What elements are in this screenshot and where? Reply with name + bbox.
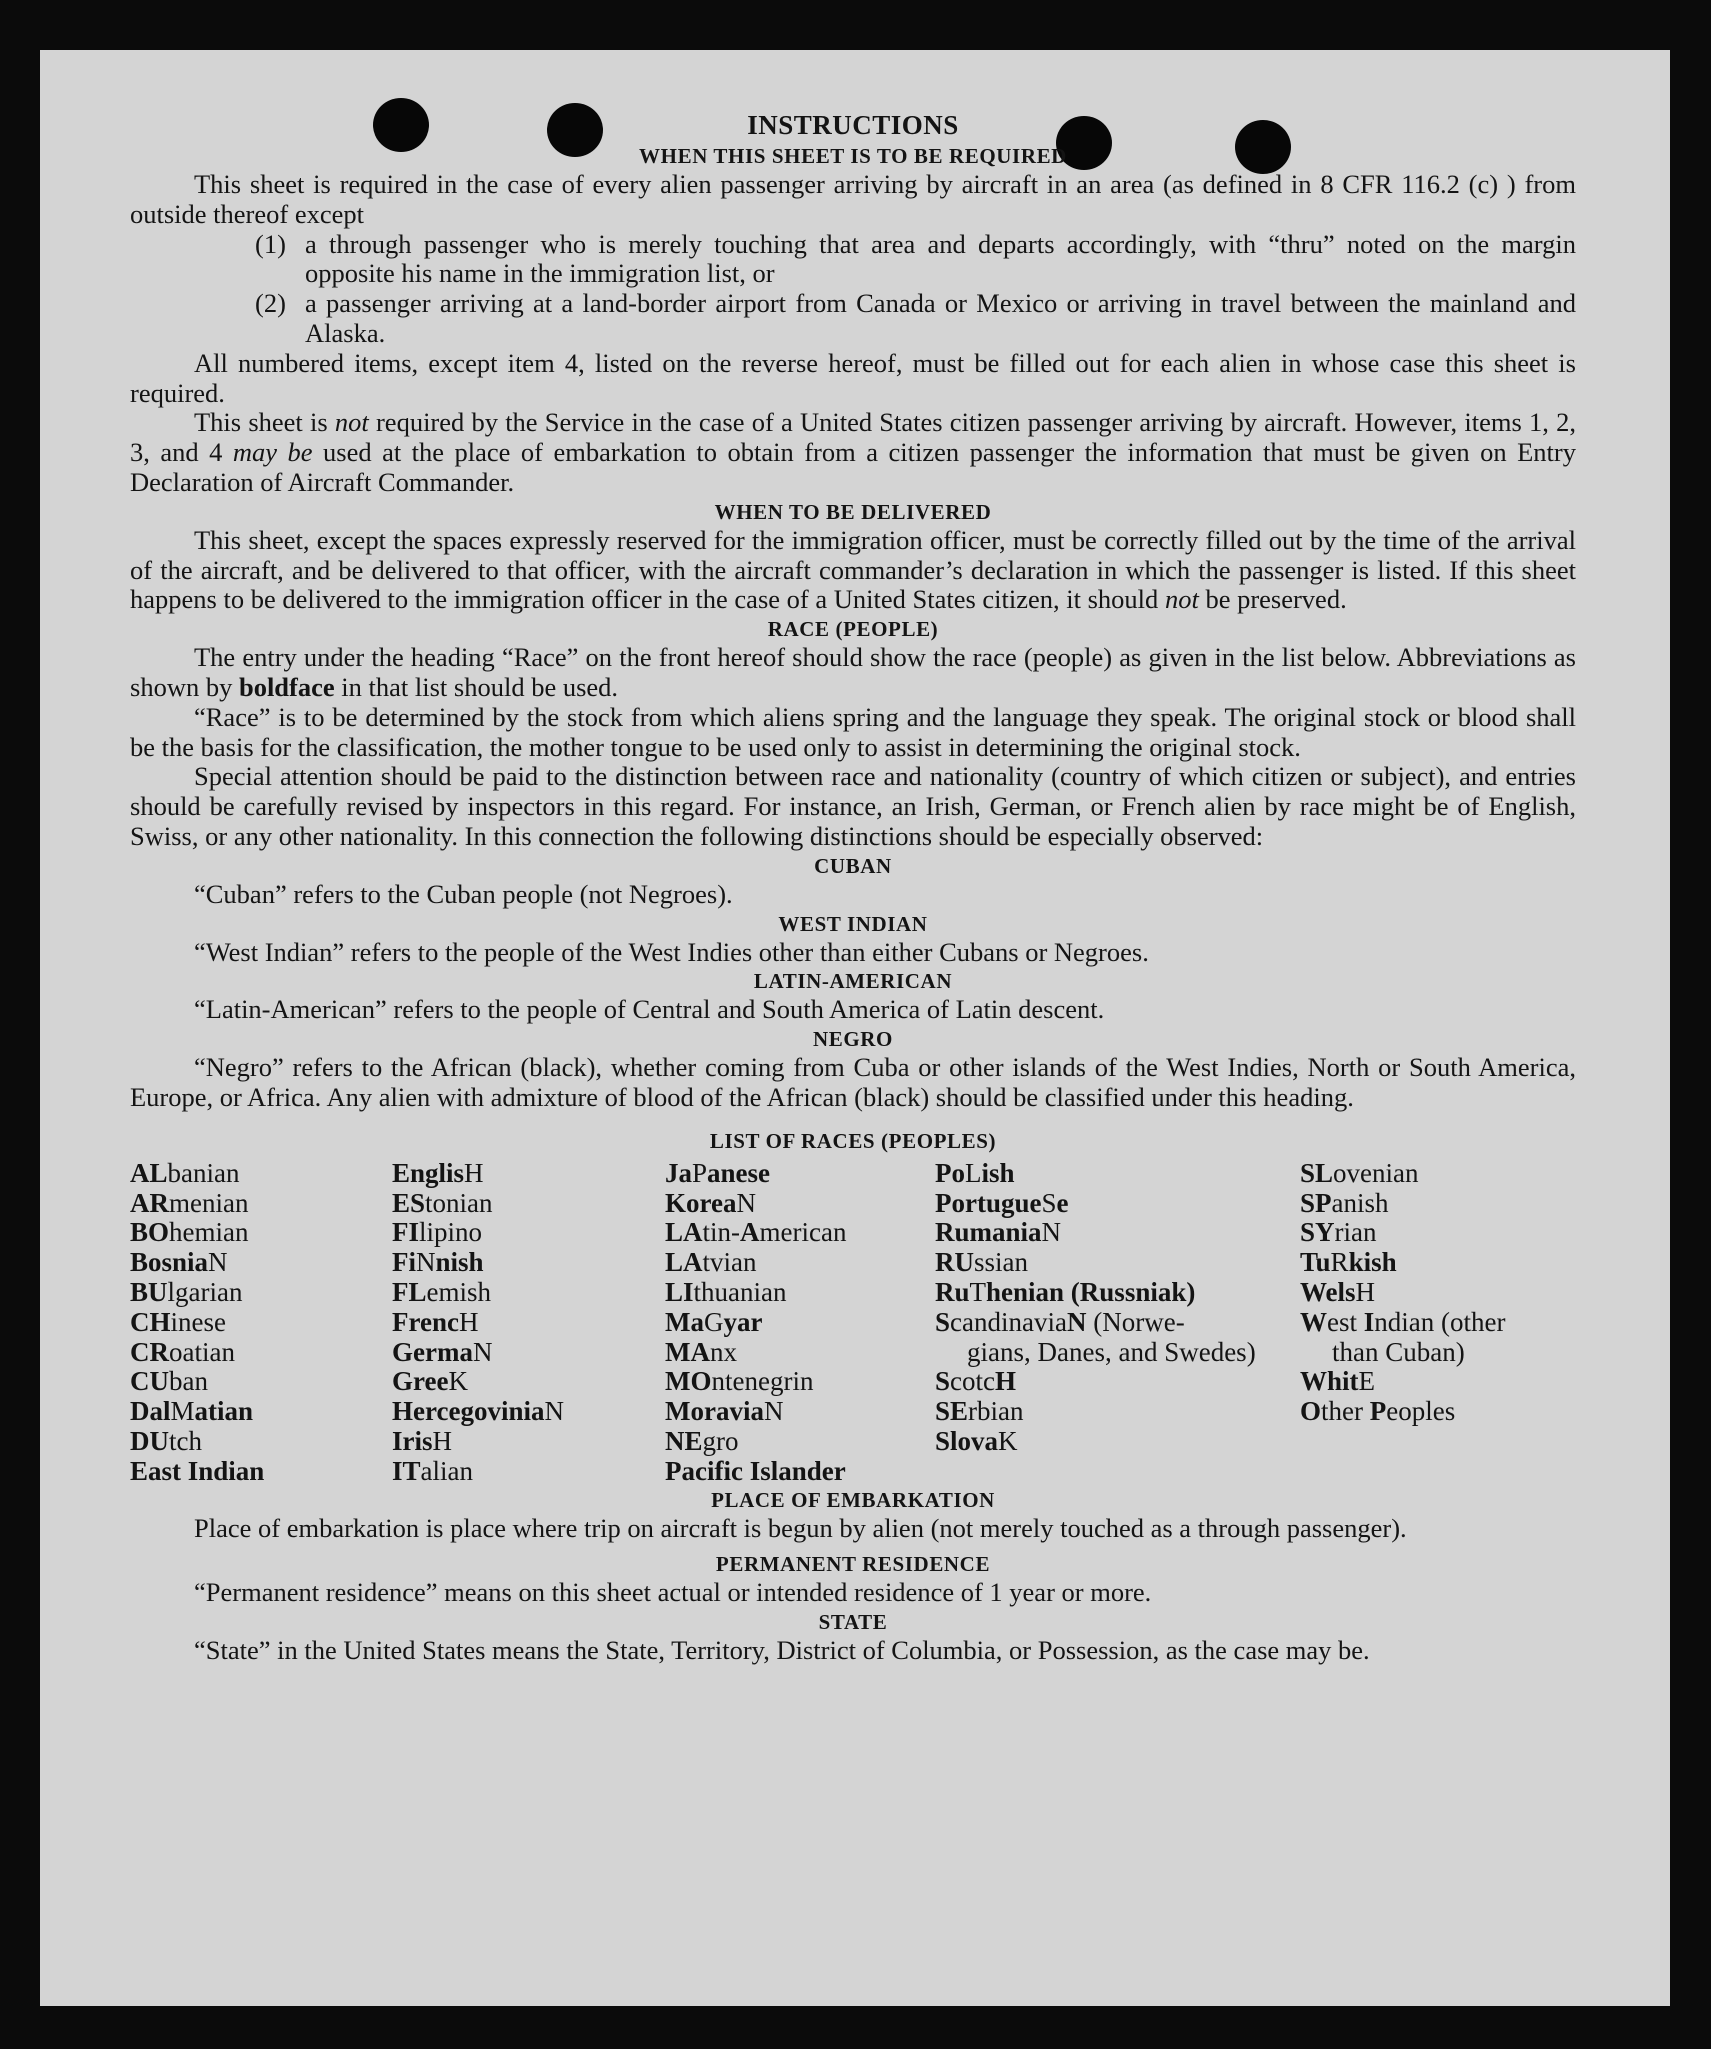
race-abbreviation: Po [935,1157,965,1188]
race-entry [665,1338,935,1368]
race-entry [130,1278,392,1308]
race-abbreviation: CU [130,1366,169,1397]
heading-list-of-races: LIST OF RACES (PEOPLES) [709,1128,997,1153]
race-abbreviation: e [1056,1187,1069,1218]
heading-embarkation: PLACE OF EMBARKATION [711,1488,995,1513]
race-entry [130,1159,392,1189]
race-text: tonian [425,1187,493,1218]
race-abbreviation: Slova [935,1425,999,1456]
race-abbreviation: BU [130,1276,168,1307]
race-text: G [703,1306,724,1337]
race-abbreviation: Fi [392,1247,416,1278]
race-entry [935,1189,1300,1219]
bold-text: boldface [238,671,335,702]
race-entry [1300,1278,1576,1308]
race-entry [665,1427,935,1457]
exception-item [255,289,1576,349]
race-abbreviation: Pacific Islander [665,1455,846,1486]
race-entry [1300,1189,1576,1219]
definition-negro: “Negro” refers to the African (black), whether coming from Cuba or other islands of the West Indies, North or South America, Europe, or Africa. Any alien with admixture of blood of the African (black) should be classified under this heading. [130,1052,1576,1112]
race-entry [665,1159,935,1189]
race-abbreviation: kish [1348,1247,1397,1278]
race-text: N [544,1396,564,1427]
race-text: N [208,1247,228,1278]
race-text: candinavia [950,1306,1067,1337]
race-text: M [170,1396,195,1427]
race-entry [935,1278,1300,1308]
race-abbreviation: NE [665,1425,703,1456]
race-entry [130,1189,392,1219]
race-abbreviation: Portugue [935,1187,1042,1218]
race-entry [935,1427,1300,1457]
races-list [130,1159,1576,1487]
race-abbreviation: Wels [1300,1276,1356,1307]
race-abbreviation: LA [665,1247,703,1278]
race-abbreviation: Rumania [935,1217,1042,1248]
race-abbreviation: S [935,1306,951,1337]
race-text: emish [426,1276,492,1307]
heading-when-required: WHEN THIS SHEET IS TO BE REQUIRED [639,144,1067,168]
race-text: anish [1331,1187,1389,1218]
race-entry [665,1367,935,1397]
race-abbreviation: SP [1300,1187,1332,1218]
race-abbreviation: ish [981,1157,1015,1188]
race-abbreviation: O [1300,1396,1322,1427]
paragraph-race-entry [130,643,1576,703]
race-entry [392,1218,665,1248]
race-entry [1300,1248,1576,1278]
italic-text: not [1164,584,1199,615]
race-text: N [1041,1217,1062,1248]
heading-west-indian: WEST INDIAN [778,911,928,936]
race-text: S [1041,1187,1057,1218]
race-abbreviation: ES [392,1187,426,1218]
race-entry [392,1367,665,1397]
race-abbreviation: W [1300,1306,1327,1337]
race-text: N [416,1247,436,1278]
race-entry [392,1457,665,1487]
text: required by the Service in the case of a United States citizen passenger arriving by aircraft. However, items 1, 2, 3, and 4 [130,407,1576,468]
race-text: cotc [950,1366,996,1397]
race-text: banian [167,1157,240,1188]
race-abbreviation: LI [665,1276,694,1307]
paragraph-numbered-items: All numbered items, except item 4, listed on the reverse hereof, must be filled out for each alien in whose case this sheet is required. [130,347,1576,408]
race-text: menian [169,1187,249,1218]
race-text: (Norwe- [1086,1306,1185,1337]
race-entry [1300,1397,1576,1427]
race-text: tin- [702,1217,741,1248]
race-abbreviation: P [1369,1396,1387,1427]
race-entry [130,1427,392,1457]
text: in that list should be used. [334,671,619,702]
race-abbreviation: Ja [665,1157,692,1188]
race-entry [1300,1159,1576,1189]
race-text: L [965,1157,982,1188]
races-column [1300,1159,1576,1487]
text: used at the place of embarkation to obtain from a citizen passenger the information that must be given on Entry Declaration of Aircraft Commander. [130,437,1576,497]
race-text: rbian [968,1396,1024,1427]
race-abbreviation: FL [392,1276,427,1307]
race-text: K [448,1366,468,1397]
race-abbreviation: Bosnia [130,1247,209,1278]
race-entry [665,1308,935,1338]
race-abbreviation: nish [435,1247,484,1278]
race-abbreviation: anese [707,1157,771,1188]
race-entry [935,1367,1300,1397]
race-entry [1300,1218,1576,1248]
race-entry [935,1248,1300,1278]
definition-state: “State” in the United States means the State, Territory, District of Columbia, or Possession, as the case may be. [194,1635,1370,1666]
race-entry [1300,1308,1576,1368]
text: be preserved. [1198,584,1347,615]
races-column [665,1159,935,1487]
race-abbreviation: LA [665,1217,703,1248]
italic-text: not [334,407,369,438]
race-text: H [464,1157,484,1188]
race-abbreviation: RU [935,1247,974,1278]
race-abbreviation: Whit [1300,1366,1359,1397]
paragraph-delivery [130,526,1576,615]
race-entry [665,1457,935,1487]
race-text: N [472,1336,493,1367]
race-abbreviation: AR [130,1187,169,1218]
race-entry [392,1338,665,1368]
race-entry [935,1159,1300,1189]
race-abbreviation: CR [130,1336,169,1367]
definition-cuban: “Cuban” refers to the Cuban people (not Negroes). [194,878,733,909]
race-abbreviation: Iris [392,1425,433,1456]
race-text: ban [169,1366,208,1397]
race-text: hemian [169,1217,249,1248]
race-abbreviation: Tu [1300,1247,1331,1278]
race-abbreviation: henian (Russniak) [986,1276,1196,1307]
race-abbreviation: Moravia [665,1396,764,1427]
race-abbreviation: I [1363,1306,1375,1337]
heading-race: RACE (PEOPLE) [767,617,939,642]
race-text: nx [709,1336,737,1367]
text: This sheet is [194,407,335,438]
race-text: ther [1321,1396,1370,1427]
race-text: K [998,1425,1018,1456]
race-text: R [1330,1247,1349,1278]
race-abbreviation: DU [130,1425,169,1456]
heading-state: STATE [818,1610,888,1635]
race-text: H [458,1306,479,1337]
races-column [392,1159,665,1487]
race-text: oatian [169,1336,235,1367]
race-entry [392,1308,665,1338]
race-entry [392,1427,665,1457]
text: The entry under the heading “Race” on the front hereof should show the race (people) as given in the list below. Abbreviations as shown by [130,642,1576,702]
race-entry [1300,1367,1576,1397]
race-abbreviation: SY [1300,1217,1335,1248]
race-text: thuanian [693,1276,787,1307]
race-abbreviation: yar [723,1306,763,1337]
race-abbreviation: MO [665,1366,712,1397]
race-entry [130,1248,392,1278]
race-entry [665,1397,935,1427]
paragraph-race-definition: “Race” is to be determined by the stock from which aliens spring and the language they speak. The original stock or blood shall be the basis for the classification, the mother tongue to be used only to assist in determining the original stock. [130,701,1576,762]
paragraph-intro: This sheet is required in the case of every alien passenger arriving by aircraft in an area (as defined in 8 CFR 116.2 (c) ) from outside thereof except [130,169,1576,229]
definition-latin-american: “Latin-American” refers to the people of Central and South America of Latin descent. [194,994,1105,1025]
heading-when-delivered: WHEN TO BE DELIVERED [714,499,992,524]
race-text: merican [759,1217,847,1248]
race-text: tvian [702,1247,757,1278]
race-entry [665,1218,935,1248]
race-entry [665,1278,935,1308]
race-text: tch [169,1425,202,1456]
race-text: gro [702,1425,739,1456]
item-number: (1) [255,228,286,259]
race-entry [130,1218,392,1248]
race-text: H [432,1425,452,1456]
race-text: lgarian [167,1276,243,1307]
paragraph-race-nationality: Special attention should be paid to the distinction between race and nationality (country of which citizen or subject), and entries should be carefully revised by inspectors in this regard. For instance, an Irish, German, or French alien by race might be of English, Swiss, or any other nationality. In this connection the following distinctions should be especially observed: [130,761,1576,851]
item-text: a passenger arriving at a land-border airport from Canada or Mexico or arriving in travel between the mainland and Alaska. [305,288,1576,348]
text: This sheet, except the spaces expressly reserved for the immigration officer, must be correctly filled out by the time of the arrival of the aircraft, and be delivered to that officer, with the aircraft commander’s declaration in which the passenger is listed. If this sheet happens to be delivered to the immigration officer in the case of a United States citizen, it should [130,524,1576,615]
race-text: ndian (other [1374,1306,1506,1337]
race-entry [392,1189,665,1219]
race-entry [392,1159,665,1189]
race-text-continued: than Cuban) [1332,1336,1465,1367]
race-text: lipino [419,1217,483,1248]
race-entry [130,1397,392,1427]
race-abbreviation: Germa [392,1336,473,1367]
race-entry [130,1308,392,1338]
race-abbreviation: atian [194,1396,254,1427]
race-entry [130,1338,392,1368]
race-text: rian [1334,1217,1377,1248]
race-abbreviation: A [740,1217,760,1248]
exception-item [255,230,1576,290]
item-number: (2) [255,288,286,319]
race-abbreviation: IT [392,1455,421,1486]
race-abbreviation: S [935,1366,951,1397]
race-abbreviation: MA [665,1336,710,1367]
race-entry [130,1367,392,1397]
race-text: H [1355,1276,1376,1307]
race-entry [130,1457,392,1487]
race-entry [665,1248,935,1278]
definition-permanent-residence: “Permanent residence” means on this sheet actual or intended residence of 1 year or more. [194,1577,1152,1608]
race-text: ntenegrin [711,1366,814,1397]
race-abbreviation: N [1066,1306,1087,1337]
definition-west-indian: “West Indian” refers to the people of the West Indies other than either Cubans or Negroes. [194,936,1149,967]
race-text: inese [170,1306,226,1337]
page-title: INSTRUCTIONS [747,110,959,140]
race-abbreviation: SL [1300,1157,1334,1188]
race-text: est [1327,1306,1364,1337]
race-abbreviation: BO [130,1217,170,1248]
race-entry [392,1278,665,1308]
race-abbreviation: Englis [392,1157,465,1188]
race-entry [935,1218,1300,1248]
race-text: N [763,1396,784,1427]
item-text: a through passenger who is merely touching that area and departs accordingly, with “thru” noted on the margin opposite his name in the immigration list, or [305,228,1576,289]
races-column [935,1159,1300,1487]
race-entry [935,1308,1300,1368]
race-abbreviation: SE [935,1396,969,1427]
race-text: E [1358,1366,1376,1397]
race-entry [392,1248,665,1278]
heading-cuban: CUBAN [814,853,892,878]
races-column [130,1159,392,1487]
race-abbreviation: Korea [665,1187,737,1218]
heading-permanent-residence: PERMANENT RESIDENCE [715,1552,991,1577]
paragraph-citizen [130,408,1576,497]
italic-text: may be [232,437,313,468]
race-text: ovenian [1333,1157,1419,1188]
race-text: eoples [1386,1396,1456,1427]
race-text: T [969,1276,987,1307]
race-abbreviation: Dal [130,1396,171,1427]
race-abbreviation: CH [130,1306,171,1337]
race-text: alian [420,1455,474,1486]
race-abbreviation: Gree [392,1366,449,1397]
race-entry [935,1397,1300,1427]
race-abbreviation: FI [392,1217,419,1248]
instructions-content [130,108,1576,1666]
race-abbreviation: Ma [665,1306,704,1337]
race-text: N [736,1187,756,1218]
race-abbreviation: Ru [935,1276,970,1307]
race-abbreviation: H [995,1366,1017,1397]
race-abbreviation: AL [130,1157,168,1188]
definition-embarkation: Place of embarkation is place where trip on aircraft is begun by alien (not merely touched as a through passenger). [194,1513,1407,1544]
race-abbreviation: East Indian [130,1455,265,1486]
race-entry [392,1397,665,1427]
race-abbreviation: Hercegovinia [392,1396,545,1427]
heading-negro: NEGRO [812,1027,893,1052]
race-entry [665,1189,935,1219]
race-text: ssian [974,1247,1028,1278]
heading-latin-american: LATIN-AMERICAN [753,969,953,994]
race-text: P [692,1157,708,1188]
race-abbreviation: Frenc [392,1306,459,1337]
race-text-continued: gians, Danes, and Swedes) [967,1336,1256,1367]
